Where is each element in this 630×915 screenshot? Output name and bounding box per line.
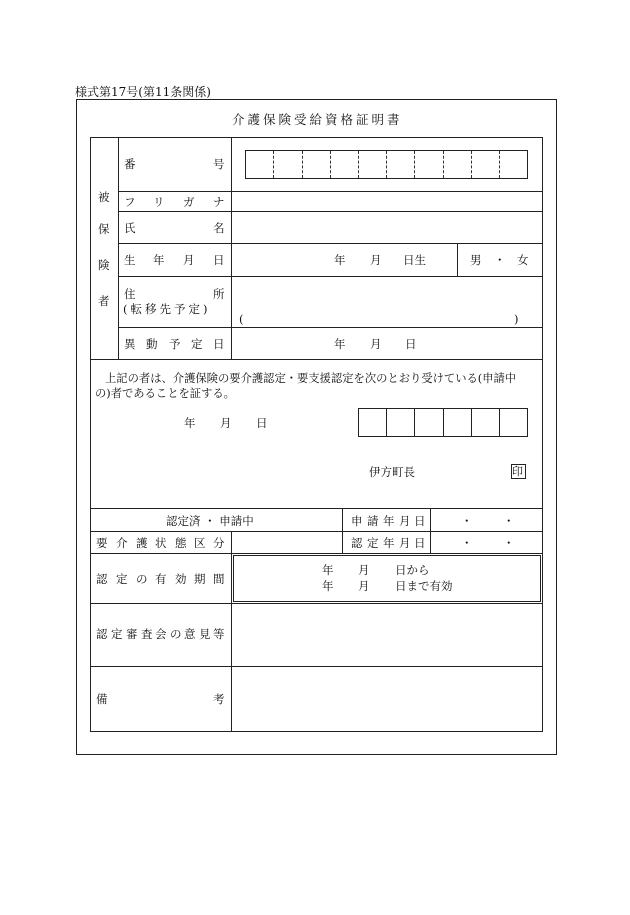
review-label-3: 審 — [126, 627, 138, 641]
move-year: 年 — [334, 337, 346, 351]
cert-date-label-5: 日 — [414, 536, 426, 550]
care-level-label-4: 状 — [155, 536, 167, 550]
review-label-2: 定 — [111, 627, 123, 641]
name-label-2: 名 — [213, 221, 225, 235]
review-label-8: 見 — [199, 627, 211, 641]
furigana-label-4: ナ — [213, 195, 225, 209]
address-paren-close: ) — [514, 312, 519, 326]
address-input[interactable] — [232, 277, 542, 307]
address-sub-label: (転移先予定) — [123, 302, 211, 316]
validity-from-month: 月 — [358, 563, 370, 577]
furigana-input[interactable] — [232, 192, 542, 210]
review-label-5: 会 — [155, 627, 167, 641]
review-label-1: 認 — [96, 627, 108, 641]
care-level-label-5: 態 — [175, 536, 187, 550]
move-label-2: 動 — [146, 337, 158, 351]
validity-from-day: 日から — [395, 563, 430, 577]
cert-date-label-1: 認 — [351, 536, 363, 550]
birth-year: 年 — [334, 253, 346, 267]
address-label-1: 住 — [124, 287, 136, 301]
seal-text: 印 — [512, 465, 523, 478]
cert-date-label-4: 月 — [399, 536, 411, 550]
certified-or-pending[interactable]: 認定済 ・ 申請中 — [166, 514, 254, 528]
remarks-label-2: 考 — [213, 692, 225, 706]
cert-text-line2: の)者であることを証する。 — [95, 387, 235, 400]
validity-label-5: 効 — [175, 572, 187, 586]
review-label-6: の — [170, 627, 182, 641]
review-label-9: 等 — [213, 627, 225, 641]
cert-day: 日 — [256, 416, 268, 430]
address-paren-open: ( — [239, 312, 244, 326]
move-label-1: 異 — [124, 337, 136, 351]
cert-date-label-2: 定 — [367, 536, 379, 550]
validity-label-6: 期 — [194, 572, 206, 586]
care-level-label-1: 要 — [96, 536, 108, 550]
validity-to-month: 月 — [358, 579, 370, 593]
validity-label-3: の — [136, 572, 148, 586]
remarks-label-1: 備 — [96, 692, 108, 706]
application-date-dot-2: ・ — [503, 514, 515, 528]
furigana-label-3: ガ — [183, 195, 195, 209]
move-day: 日 — [405, 337, 417, 351]
birth-month: 月 — [370, 253, 382, 267]
cert-year: 年 — [184, 416, 196, 430]
birth-label-1: 生 — [124, 253, 136, 267]
birth-label-3: 月 — [183, 253, 195, 267]
furigana-label-2: リ — [153, 195, 165, 209]
cert-month: 月 — [220, 416, 232, 430]
care-level-label-6: 区 — [194, 536, 206, 550]
gender-dot: ・ — [494, 253, 506, 267]
form-number: 様式第17号(第11条関係) — [75, 85, 211, 99]
insured-side-label-4: 者 — [98, 294, 110, 308]
issuer-name: 伊方町長 — [369, 465, 415, 479]
cert-date-label-3: 年 — [383, 536, 395, 550]
birth-day: 日生 — [403, 253, 426, 267]
validity-label-4: 有 — [155, 572, 167, 586]
application-date-label-4: 月 — [399, 514, 411, 528]
insured-side-label-3: 険 — [98, 258, 110, 272]
name-label-1: 氏 — [124, 221, 136, 235]
validity-box-inner — [233, 555, 541, 602]
validity-label-2: 定 — [116, 572, 128, 586]
form-title: 介護保険受給資格証明書 — [232, 112, 403, 127]
application-date-dot-1: ・ — [461, 514, 473, 528]
validity-label-7: 間 — [213, 572, 225, 586]
cert-text-line1: 上記の者は、介護保険の要介護認定・要支援認定を次のとおり受けている(申請中 — [105, 372, 517, 385]
insured-side-label-2: 保 — [98, 222, 110, 236]
move-label-5: 日 — [213, 337, 225, 351]
cert-date-dot-1: ・ — [461, 536, 473, 550]
application-date-label-5: 日 — [414, 514, 426, 528]
move-month: 月 — [370, 337, 382, 351]
birth-label-4: 日 — [213, 253, 225, 267]
validity-to-day: 日まで有効 — [395, 579, 453, 593]
furigana-label-1: フ — [124, 195, 136, 209]
review-label-4: 査 — [141, 627, 153, 641]
application-date-label-3: 年 — [383, 514, 395, 528]
review-label-7: 意 — [184, 627, 196, 641]
care-level-input[interactable] — [232, 532, 341, 552]
birth-label-2: 年 — [153, 253, 165, 267]
name-input[interactable] — [232, 212, 542, 242]
application-date-label-1: 申 — [351, 514, 363, 528]
move-label-3: 予 — [169, 337, 181, 351]
number-label-2: 号 — [213, 157, 225, 171]
number-label-1: 番 — [124, 157, 136, 171]
care-level-label-7: 分 — [213, 536, 225, 550]
care-level-label-2: 介 — [116, 536, 128, 550]
validity-from-year: 年 — [322, 563, 334, 577]
review-input[interactable] — [232, 604, 542, 665]
application-date-label-2: 請 — [367, 514, 379, 528]
validity-label-1: 認 — [96, 572, 108, 586]
address-label-2: 所 — [213, 287, 225, 301]
insured-side-label-1: 被 — [98, 190, 110, 204]
gender-male[interactable]: 男 — [470, 253, 482, 267]
move-label-4: 定 — [191, 337, 203, 351]
care-level-label-3: 護 — [136, 536, 148, 550]
cert-date-dot-2: ・ — [503, 536, 515, 550]
gender-female[interactable]: 女 — [517, 253, 529, 267]
remarks-input[interactable] — [232, 667, 542, 731]
validity-to-year: 年 — [322, 579, 334, 593]
